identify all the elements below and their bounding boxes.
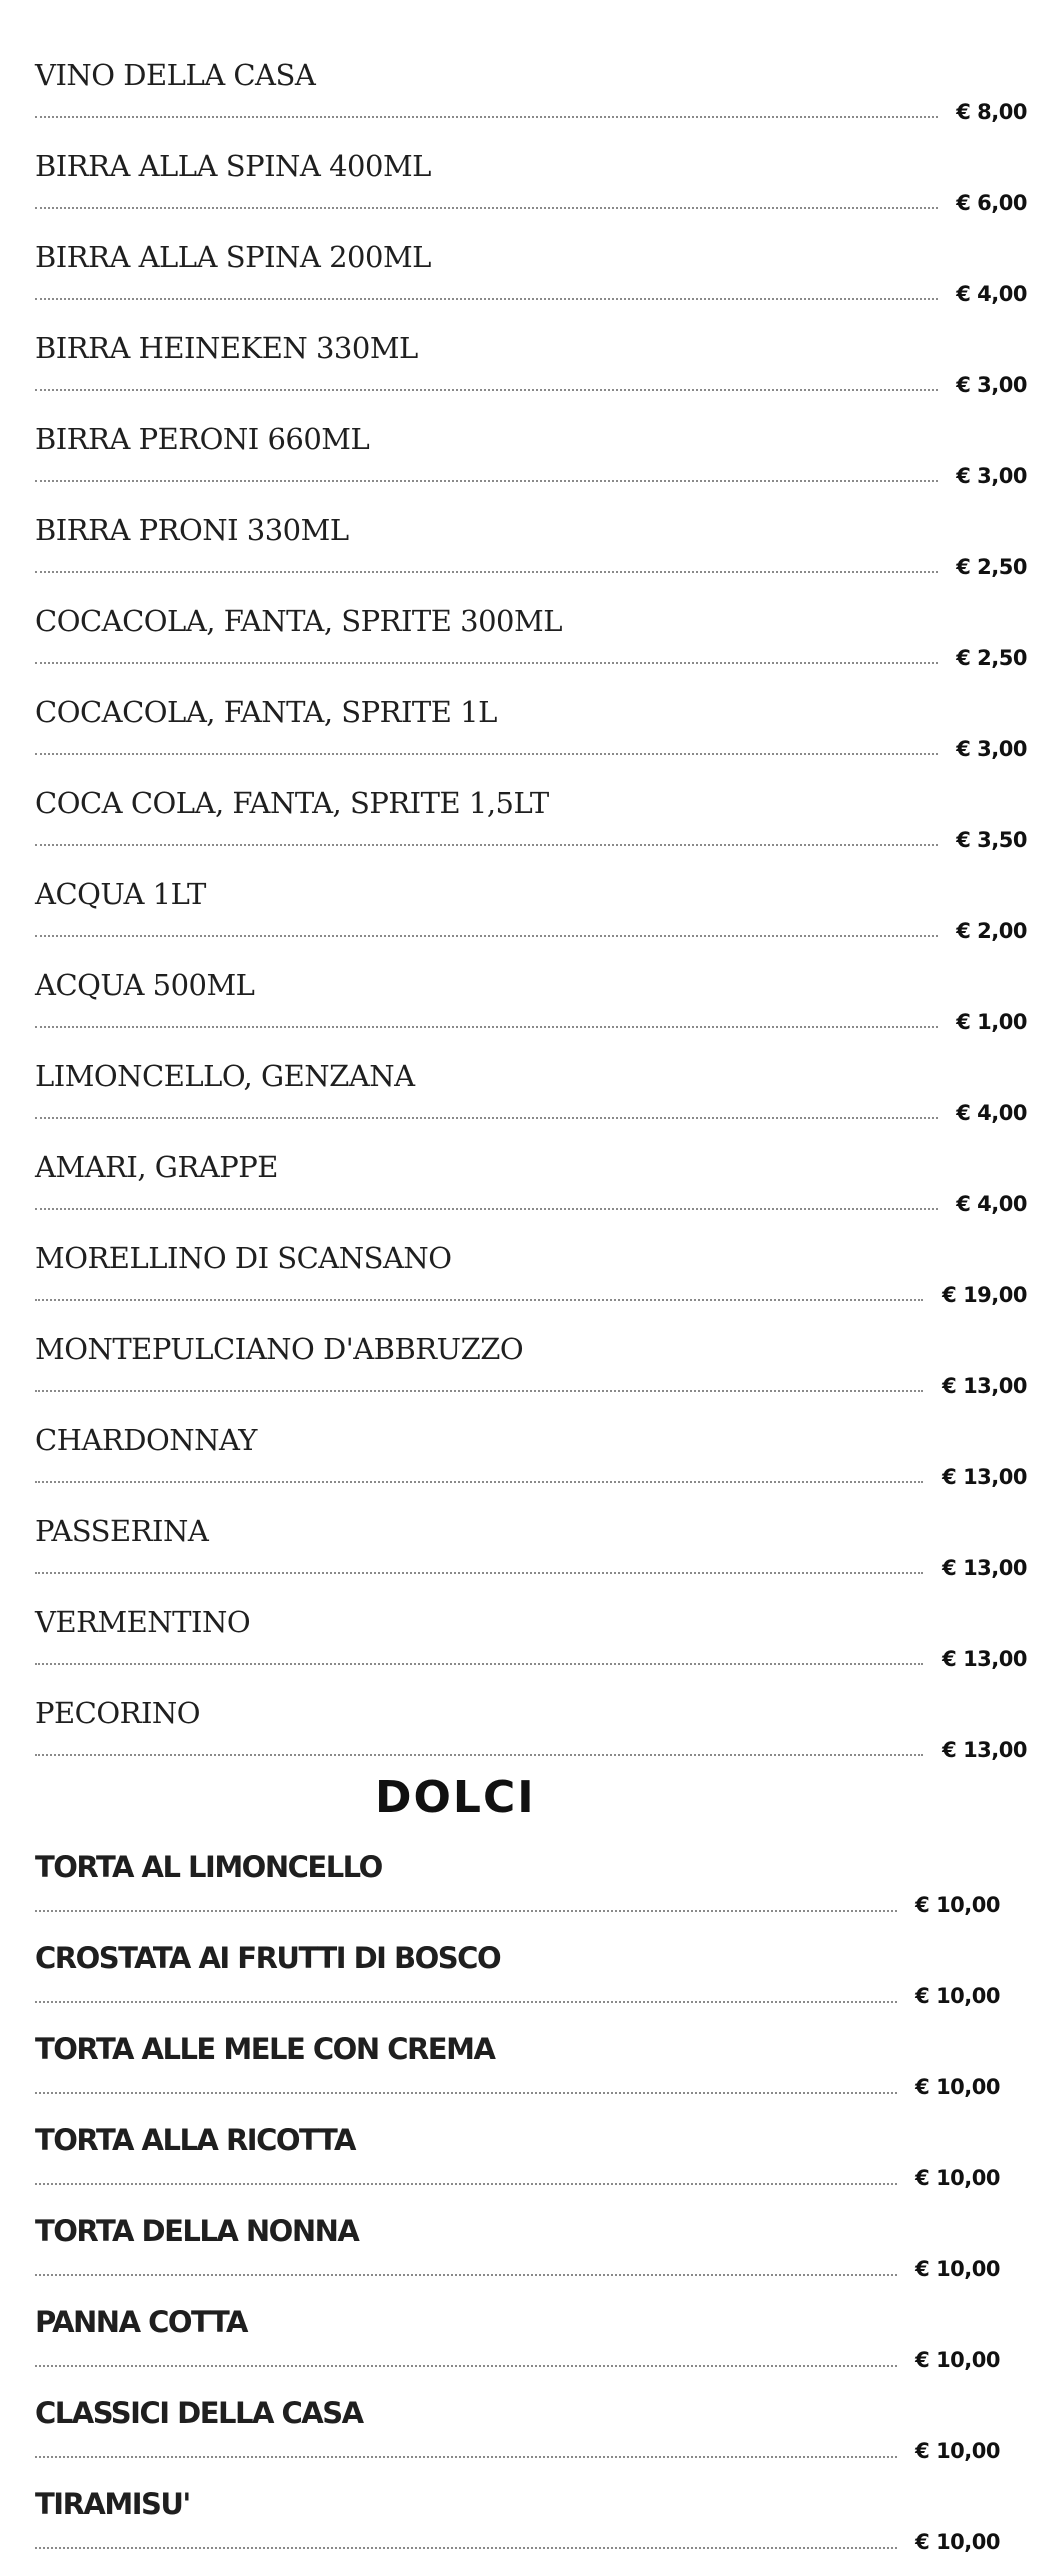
- item-price: € 13,00: [942, 1465, 1027, 1489]
- menu-item: [0, 2250, 1058, 2372]
- menu-item: [0, 1638, 1058, 1762]
- menu-item: [0, 91, 1058, 215]
- item-name: COCACOLA, FANTA, SPRITE 1L: [35, 695, 497, 729]
- item-price: € 3,50: [956, 828, 1027, 852]
- item-name: PANNA COTTA: [35, 2305, 247, 2339]
- section-title-dolci: DOLCI: [375, 1772, 536, 1823]
- item-name: TORTA ALLE MELE CON CREMA: [35, 2032, 495, 2066]
- item-price: € 10,00: [915, 2075, 1000, 2099]
- item-price: € 10,00: [915, 2439, 1000, 2463]
- item-name: BIRRA PRONI 330ML: [35, 513, 349, 547]
- menu-item: [0, 273, 1058, 397]
- menu-item: [0, 637, 1058, 761]
- item-price: € 13,00: [942, 1556, 1027, 1580]
- item-price: € 13,00: [942, 1738, 1027, 1762]
- item-price: € 4,00: [956, 282, 1027, 306]
- menu-item: [0, 1795, 1058, 1917]
- item-name: PECORINO: [35, 1696, 201, 1730]
- menu-item: [0, 819, 1058, 943]
- menu-item: [0, 1183, 1058, 1307]
- menu-item: [0, 0, 1058, 124]
- item-price: € 2,50: [956, 555, 1027, 579]
- menu-item: [0, 1092, 1058, 1216]
- item-price: € 1,00: [956, 1010, 1027, 1034]
- menu-item: [0, 364, 1058, 488]
- menu-item: [0, 182, 1058, 306]
- item-name: ACQUA 500ML: [35, 968, 255, 1002]
- item-name: PASSERINA: [35, 1514, 209, 1548]
- item-price: € 10,00: [915, 2530, 1000, 2554]
- dolci-section: [0, 1795, 1058, 2554]
- menu-item: [0, 2432, 1058, 2554]
- item-price: € 3,00: [956, 373, 1027, 397]
- item-price: € 2,50: [956, 646, 1027, 670]
- item-name: BIRRA ALLA SPINA 200ML: [35, 240, 431, 274]
- item-price: € 10,00: [915, 2166, 1000, 2190]
- menu-item: [0, 1001, 1058, 1125]
- menu-item: [0, 2159, 1058, 2281]
- item-name: VERMENTINO: [35, 1605, 251, 1639]
- item-name: CLASSICI DELLA CASA: [35, 2396, 363, 2430]
- item-name: LIMONCELLO, GENZANA: [35, 1059, 415, 1093]
- item-name: TORTA AL LIMONCELLO: [35, 1850, 382, 1884]
- item-name: TORTA DELLA NONNA: [35, 2214, 359, 2248]
- item-price: € 13,00: [942, 1374, 1027, 1398]
- item-price: € 3,00: [956, 737, 1027, 761]
- item-price: € 4,00: [956, 1192, 1027, 1216]
- dotted-leader: [35, 2547, 897, 2549]
- item-name: VINO DELLA CASA: [35, 58, 316, 92]
- item-price: € 13,00: [942, 1647, 1027, 1671]
- item-name: BIRRA PERONI 660ML: [35, 422, 370, 456]
- item-name: CHARDONNAY: [35, 1423, 257, 1457]
- menu-item: [0, 2341, 1058, 2463]
- menu-item: [0, 1365, 1058, 1489]
- item-price: € 2,00: [956, 919, 1027, 943]
- dotted-leader: [35, 1754, 923, 1756]
- menu-item: [0, 455, 1058, 579]
- menu-item: [0, 1274, 1058, 1398]
- menu-item: [0, 910, 1058, 1034]
- item-price: € 10,00: [915, 2348, 1000, 2372]
- menu-item: [0, 2068, 1058, 2190]
- item-price: € 19,00: [942, 1283, 1027, 1307]
- item-name: BIRRA ALLA SPINA 400ML: [35, 149, 431, 183]
- menu-item: [0, 546, 1058, 670]
- menu-item: [0, 728, 1058, 852]
- item-name: ACQUA 1LT: [35, 877, 206, 911]
- item-name: MONTEPULCIANO D'ABBRUZZO: [35, 1332, 524, 1366]
- menu-item: [0, 1886, 1058, 2008]
- menu-item: [0, 1977, 1058, 2099]
- item-price: € 10,00: [915, 1984, 1000, 2008]
- item-name: BIRRA HEINEKEN 330ML: [35, 331, 418, 365]
- item-name: MORELLINO DI SCANSANO: [35, 1241, 452, 1275]
- item-price: € 6,00: [956, 191, 1027, 215]
- menu-item: [0, 1456, 1058, 1580]
- item-name: TORTA ALLA RICOTTA: [35, 2123, 355, 2157]
- item-price: € 8,00: [956, 100, 1027, 124]
- item-name: CROSTATA AI FRUTTI DI BOSCO: [35, 1941, 501, 1975]
- item-price: € 4,00: [956, 1101, 1027, 1125]
- item-name: AMARI, GRAPPE: [35, 1150, 278, 1184]
- item-name: TIRAMISU': [35, 2487, 190, 2521]
- item-name: COCACOLA, FANTA, SPRITE 300ML: [35, 604, 562, 638]
- item-price: € 10,00: [915, 2257, 1000, 2281]
- menu-item: [0, 1547, 1058, 1671]
- item-price: € 10,00: [915, 1893, 1000, 1917]
- item-price: € 3,00: [956, 464, 1027, 488]
- item-name: COCA COLA, FANTA, SPRITE 1,5LT: [35, 786, 549, 820]
